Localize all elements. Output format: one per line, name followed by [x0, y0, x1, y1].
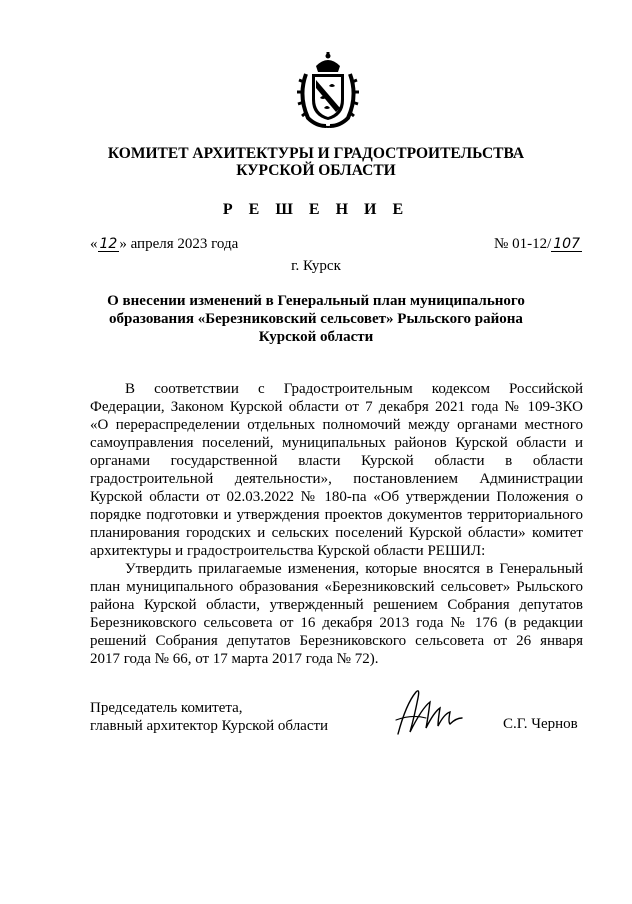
date-day-handwritten: 12: [99, 236, 118, 252]
org-line-1: КОМИТЕТ АРХИТЕКТУРЫ И ГРАДОСТРОИТЕЛЬСТВА: [107, 145, 525, 162]
body-p1-line: Федерации, Законом Курской области от 7 декабря 2021 года № 109-ЗКО: [90, 399, 583, 415]
body-p1-line: порядке подготовки и утверждения проектов документов территориального: [90, 507, 583, 523]
signatory-position: [90, 699, 328, 735]
body-p1-line: архитектуры и градостроительства Курской области РЕШИЛ:: [90, 543, 486, 559]
document-type-heading: Р Е Ш Е Н И Е: [222, 201, 410, 218]
body-p1-line: планирования городских и сельских поселений Курской области» комитет: [90, 525, 583, 541]
body-p2-line: 2017 года № 66, от 17 марта 2017 года № 72).: [90, 651, 379, 667]
body-p2-line: района Курской области, утвержденный решением Собрания депутатов: [90, 597, 583, 613]
body-p1-line: Курской области от 02.03.2022 № 180-па «Об утверждении Положения о: [90, 489, 583, 505]
number-handwritten: 107: [553, 236, 580, 252]
document-body: [90, 380, 583, 668]
coat-of-arms-icon: [296, 52, 360, 130]
body-p2-line: план муниципального образования «Березниковский сельсовет» Рыльского: [90, 579, 583, 595]
number-prefix: № 01-12/: [494, 236, 552, 252]
body-p2-line: решений Собрания депутатов Березниковского сельсовета от 26 января: [90, 633, 583, 649]
document-subject: [0, 292, 632, 346]
document-date: [90, 236, 238, 253]
body-p2-line: Утвердить прилагаемые изменения, которые вносятся в Генеральный: [125, 561, 583, 577]
subject-line-1: О внесении изменений в Генеральный план муниципального: [107, 293, 525, 309]
body-p1-line: «О перераспределении отдельных полномочий между органами местного: [90, 417, 583, 433]
subject-line-3: Курской области: [258, 329, 374, 345]
subject-line-2: образования «Березниковский сельсовет» Рыльского района: [109, 311, 523, 327]
handwritten-signature: [392, 684, 472, 740]
position-line-2: главный архитектор Курской области: [90, 718, 329, 734]
body-p1-line: градостроительной деятельности», постановлением Администрации: [90, 471, 583, 487]
document-number: [494, 236, 582, 253]
body-p1-line: самоуправления поселений, муниципальных районов Курской области и: [90, 435, 583, 451]
org-line-2: КУРСКОЙ ОБЛАСТИ: [236, 162, 396, 179]
body-p2-line: Березниковского сельсовета от 16 декабря 2013 года № 176 (в редакции: [90, 615, 583, 631]
signatory-name: С.Г. Чернов: [503, 716, 578, 732]
position-line-1: Председатель комитета,: [90, 700, 243, 716]
organization-name: [0, 145, 632, 179]
date-open-quote: «: [90, 236, 98, 252]
body-p1-line: органами государственной власти Курской области в области: [90, 453, 583, 469]
document-city: г. Курск: [291, 258, 341, 274]
body-p1-line: В соответствии с Градостроительным кодексом Российской: [125, 381, 583, 397]
date-month-year: » апреля 2023 года: [119, 236, 239, 252]
